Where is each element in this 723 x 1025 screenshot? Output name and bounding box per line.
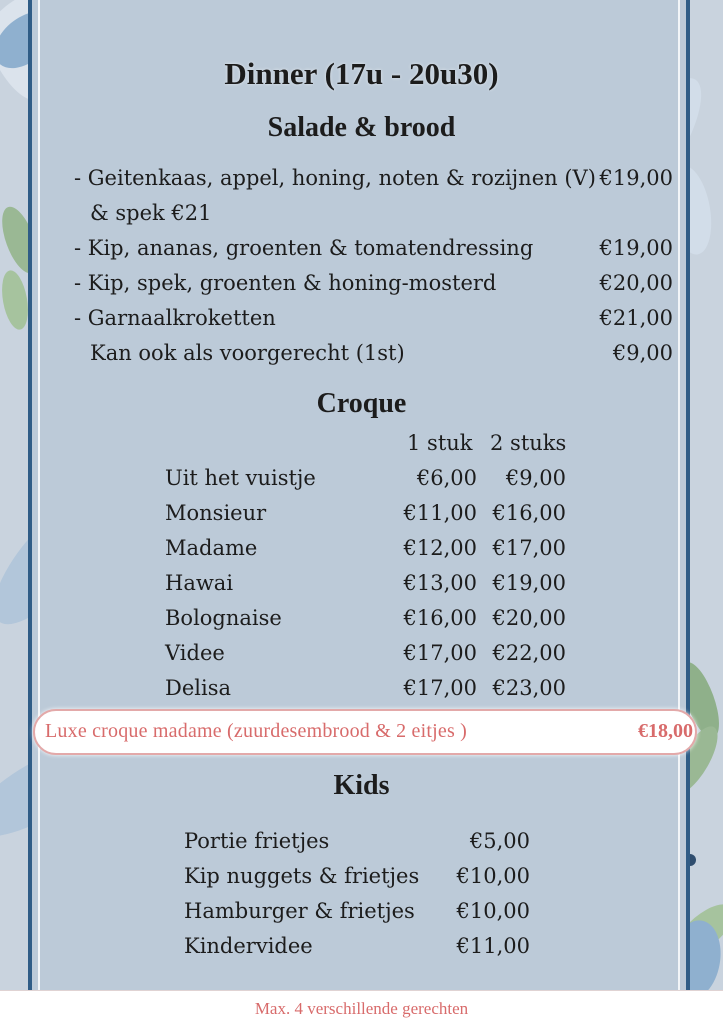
croque-item-price-2: €9,00 (505, 466, 566, 490)
croque-item-price-1: €6,00 (416, 466, 477, 490)
croque-column-1-stuk: 1 stuk (407, 431, 473, 455)
salade-item-price: €20,00 (599, 271, 673, 295)
salade-item-label: - Geitenkaas, appel, honing, noten & rozijnen (V) (74, 166, 596, 190)
croque-item-price-2: €23,00 (492, 676, 566, 700)
croque-item-label: Hawai (165, 571, 234, 595)
salade-item-price: €9,00 (612, 341, 673, 365)
kids-item-price: €10,00 (456, 899, 530, 923)
salade-item-price: €19,00 (599, 236, 673, 260)
croque-item-label: Madame (165, 536, 258, 560)
croque-item-price-1: €16,00 (403, 606, 477, 630)
kids-item-price: €5,00 (469, 829, 530, 853)
footer-bar (0, 990, 723, 1025)
page-title: Dinner (17u - 20u30) (224, 56, 499, 91)
footer-note: Max. 4 verschillende gerechten (254, 999, 469, 1018)
croque-item-price-2: €17,00 (492, 536, 566, 560)
salade-item-price: €19,00 (599, 166, 673, 190)
croque-item-price-1: €11,00 (403, 501, 477, 525)
croque-item-price-1: €13,00 (403, 571, 477, 595)
croque-item-price-2: €19,00 (492, 571, 566, 595)
section-title-croque: Croque (316, 388, 407, 419)
salade-item-label: - Kip, spek, groenten & honing-mosterd (74, 271, 497, 295)
kids-item-price: €11,00 (456, 934, 530, 958)
salade-item-extra: & spek €21 (90, 201, 212, 225)
kids-item-price: €10,00 (456, 864, 530, 888)
luxe-croque-label: Luxe croque madame (zuurdesembrood & 2 eitjes ) (45, 720, 468, 742)
salade-item-price: €21,00 (599, 306, 673, 330)
croque-item-price-1: €12,00 (403, 536, 477, 560)
luxe-croque-price: €18,00 (638, 720, 693, 742)
croque-column-2-stuks: 2 stuks (490, 431, 567, 455)
luxe-croque-banner (33, 709, 697, 755)
croque-item-label: Videe (165, 641, 225, 665)
kids-item-label: Hamburger & frietjes (184, 899, 415, 923)
salade-item-label: Kan ook als voorgerecht (1st) (90, 341, 405, 365)
kids-item-label: Kip nuggets & frietjes (184, 864, 420, 888)
croque-item-price-1: €17,00 (403, 641, 477, 665)
section-title-salade: Salade & brood (267, 112, 456, 143)
croque-item-label: Delisa (165, 676, 231, 700)
croque-item-price-2: €16,00 (492, 501, 566, 525)
croque-item-price-1: €17,00 (403, 676, 477, 700)
salade-item-label: - Garnaalkroketten (74, 306, 276, 330)
kids-item-label: Kindervidee (184, 934, 313, 958)
croque-item-label: Monsieur (165, 501, 267, 525)
salade-item-label: - Kip, ananas, groenten & tomatendressing (74, 236, 534, 260)
croque-item-label: Bolognaise (165, 606, 282, 630)
croque-item-label: Uit het vuistje (165, 466, 316, 490)
croque-item-price-2: €20,00 (492, 606, 566, 630)
section-title-kids: Kids (333, 770, 390, 801)
croque-item-price-2: €22,00 (492, 641, 566, 665)
kids-item-label: Portie frietjes (184, 829, 330, 853)
